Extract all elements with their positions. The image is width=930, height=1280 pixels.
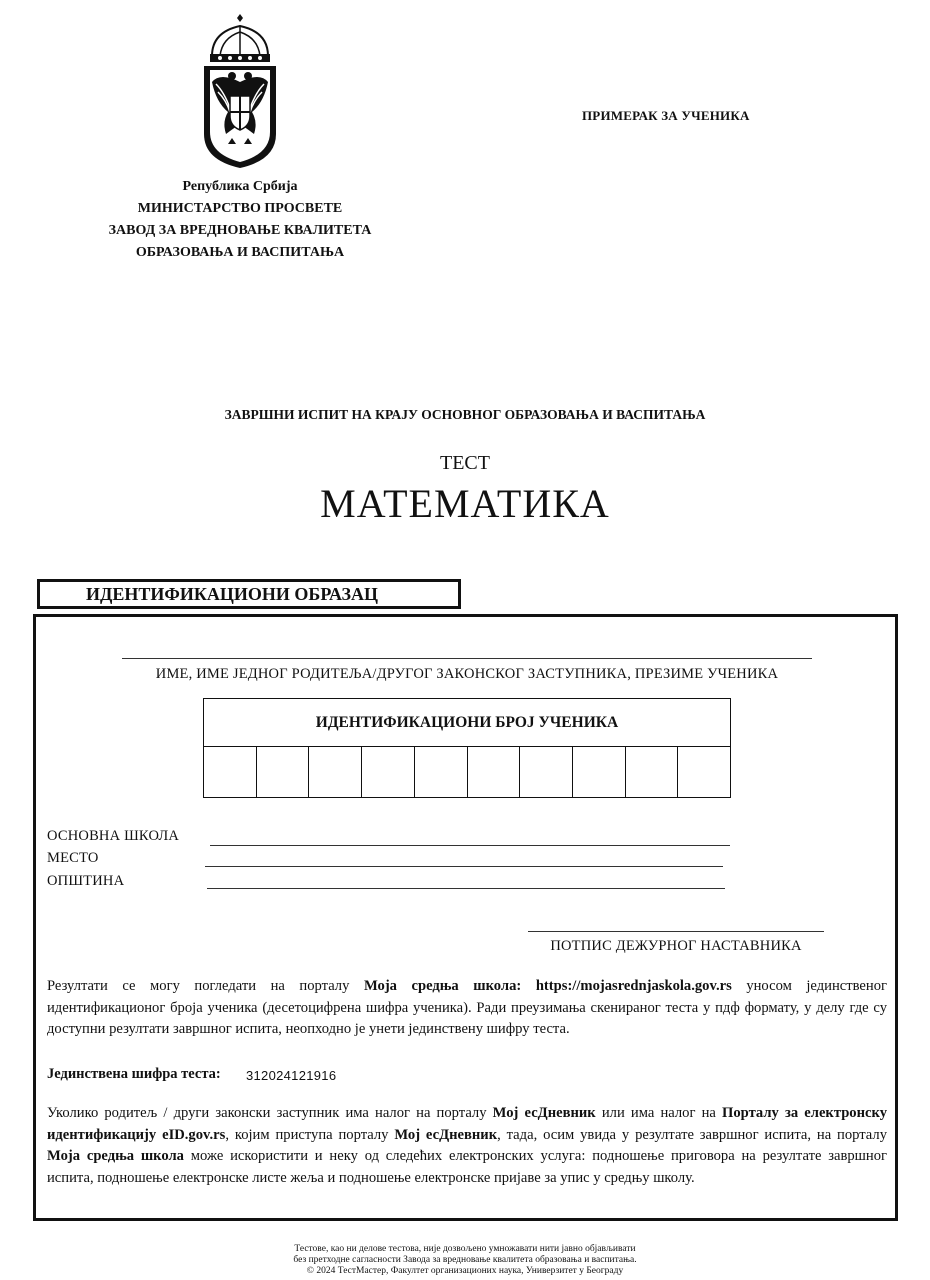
form-title: ИДЕНТИФИКАЦИОНИ ОБРАЗАЦ bbox=[37, 579, 461, 609]
coat-of-arms-icon bbox=[198, 12, 282, 168]
results-info-paragraph bbox=[47, 976, 887, 1041]
student-name-field[interactable] bbox=[122, 658, 812, 659]
teacher-signature-caption: ПОТПИС ДЕЖУРНОГ НАСТАВНИКА bbox=[550, 938, 802, 954]
eservices-text: , тада, осим увида у резултате завршног испита, на порталу bbox=[497, 1126, 887, 1143]
school-label: ОСНОВНА ШКОЛА bbox=[47, 828, 180, 844]
place-field[interactable] bbox=[205, 866, 723, 867]
test-code-label: Јединствена шифра теста: bbox=[47, 1066, 221, 1082]
portal-url-link[interactable]: https://mojasrednjaskola.gov.rs bbox=[535, 978, 732, 994]
student-id-cell[interactable] bbox=[573, 747, 626, 797]
institute-name-line1: ЗАВОД ЗА ВРЕДНОВАЊЕ КВАЛИТЕТА bbox=[108, 223, 372, 238]
student-id-cell[interactable] bbox=[362, 747, 415, 797]
results-info-text: уносом јединственог идентификационог броја ученика (десетоцифрена шифра ученика). Ради преузимања скенираног теста у пдф формату, у делу где су доступни резултати завршног испита, неопходно је унети јединствену шифру теста. bbox=[47, 978, 887, 1037]
student-id-cells bbox=[204, 747, 730, 797]
footer-copyright-line2: без претходне сагласности Завода за вредновање квалитета образовања и васпитања. bbox=[293, 1255, 637, 1265]
municipality-label: ОПШТИНА bbox=[47, 873, 125, 889]
exam-title: ЗАВРШНИ ИСПИТ НА КРАЈУ ОСНОВНОГ ОБРАЗОВАЊА И ВАСПИТАЊА bbox=[224, 407, 706, 422]
student-id-cell[interactable] bbox=[415, 747, 468, 797]
place-label: МЕСТО bbox=[47, 850, 99, 866]
ministry-name: МИНИСТАРСТВО ПРОСВЕТЕ bbox=[137, 201, 343, 216]
student-id-table bbox=[203, 698, 731, 798]
student-name-caption: ИМЕ, ИМЕ ЈЕДНОГ РОДИТЕЉА/ДРУГОГ ЗАКОНСКОГ ЗАСТУПНИКА, ПРЕЗИМЕ УЧЕНИКА bbox=[155, 666, 779, 682]
copy-label: ПРИМЕРАК ЗА УЧЕНИКА bbox=[582, 108, 750, 123]
republic-name: Република Србија bbox=[182, 179, 298, 194]
school-field[interactable] bbox=[210, 845, 730, 846]
teacher-signature-field[interactable] bbox=[528, 931, 824, 932]
eservices-info-paragraph bbox=[47, 1103, 887, 1189]
footer-copyright-line3: © 2024 ТестМастер, Факултет организационих наука, Универзитет у Београду bbox=[306, 1266, 624, 1276]
eservices-text: или има налог на bbox=[595, 1105, 723, 1121]
institute-name-line2: ОБРАЗОВАЊА И ВАСПИТАЊА bbox=[135, 245, 345, 260]
student-id-cell[interactable] bbox=[468, 747, 521, 797]
student-id-header: ИДЕНТИФИКАЦИОНИ БРОЈ УЧЕНИКА bbox=[204, 699, 730, 747]
eservices-text: , којим приступа порталу bbox=[225, 1126, 395, 1143]
eservices-text: Уколико родитељ / други законски заступник има налог на порталу bbox=[47, 1105, 493, 1121]
subject-title: МАТЕМАТИКА bbox=[320, 481, 610, 526]
student-id-cell[interactable] bbox=[257, 747, 310, 797]
portal-name: Моја средња школа bbox=[47, 1148, 184, 1164]
eservices-text: може искористити и неку од следећих електронских услуга: подношење приговора на резултате завршног испита, подношење електронске листе жеља и подношење електронске пријаве за упис у средњу школу. bbox=[47, 1148, 887, 1186]
ednevnik-portal-name: Мој есДневник bbox=[394, 1126, 498, 1143]
student-id-cell[interactable] bbox=[678, 747, 730, 797]
student-id-cell[interactable] bbox=[309, 747, 362, 797]
student-id-cell[interactable] bbox=[520, 747, 573, 797]
footer-copyright-line1: Тестове, као ни делове тестова, није дозвољено умножавати нити јавно објављивати bbox=[294, 1244, 636, 1254]
eid-portal-name: Порталу за електронску идентификацију eID.gov.rs bbox=[47, 1105, 887, 1143]
results-info-text: Резултати се могу погледати на порталу bbox=[47, 978, 364, 994]
test-code-value: 312024121916 bbox=[246, 1068, 337, 1083]
municipality-field[interactable] bbox=[207, 888, 725, 889]
student-id-cell[interactable] bbox=[626, 747, 679, 797]
student-id-cell[interactable] bbox=[204, 747, 257, 797]
ednevnik-portal-name: Мој есДневник bbox=[492, 1105, 596, 1121]
test-label: ТЕСТ bbox=[440, 452, 490, 474]
portal-name: Моја средња школа: bbox=[363, 978, 522, 994]
